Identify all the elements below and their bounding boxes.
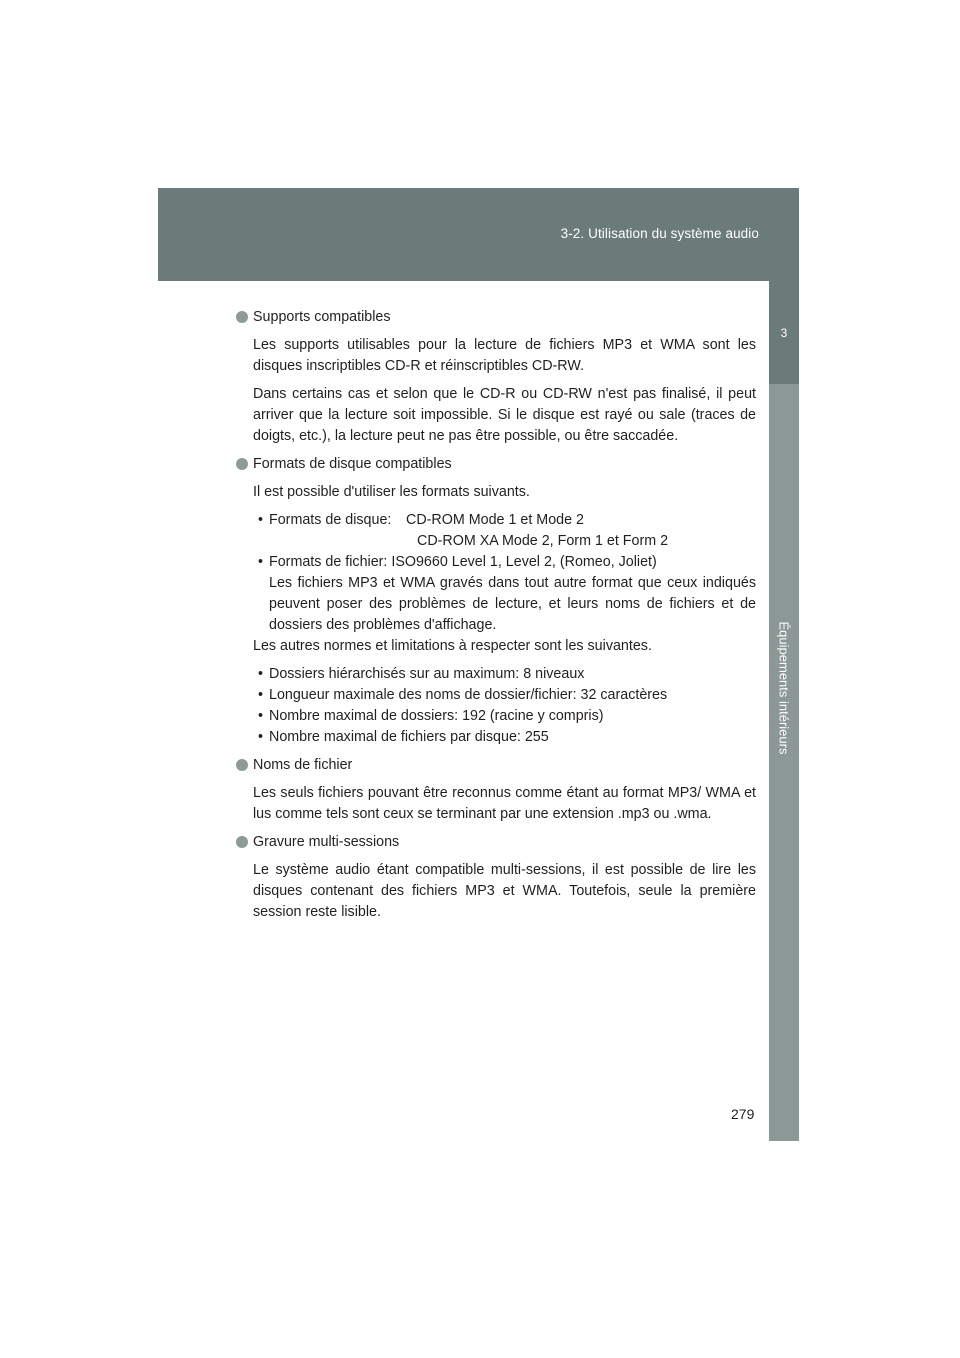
- bullet-dot-icon: [236, 836, 248, 848]
- bullet-mark: •: [258, 666, 264, 682]
- section-header-band: [158, 188, 799, 281]
- list-item: • Nombre maximal de dossiers: 192 (racine y compris): [253, 706, 756, 727]
- heading-multisession: Gravure multi-sessions: [236, 832, 756, 853]
- page-content: [236, 307, 756, 923]
- paragraph: Il est possible d'utiliser les formats suivants.: [253, 484, 530, 500]
- file-formats-line: Formats de fichier: ISO9660 Level 1, Level 2, (Romeo, Joliet): [269, 554, 657, 570]
- bullet-mark: •: [258, 708, 264, 724]
- heading-file-names: Noms de fichier: [236, 755, 756, 776]
- section-title: 3-2. Utilisation du système audio: [560, 226, 759, 241]
- bullet-dot-icon: [236, 759, 248, 771]
- list-item-continuation: [253, 531, 756, 552]
- paragraph: Les supports utilisables pour la lecture de fichiers MP3 et WMA sont les disques inscriptibles CD-R et réinscriptibles CD-RW.: [253, 337, 756, 374]
- paragraph: Les seuls fichiers pouvant être reconnus comme étant au format MP3/ WMA et lus comme tels sont ceux se terminant par une extension .mp3 ou .wma.: [253, 785, 756, 822]
- bullet-mark: •: [258, 687, 264, 703]
- bullet-mark: •: [258, 554, 264, 570]
- list-item: • Nombre maximal de fichiers par disque: 255: [253, 727, 756, 748]
- paragraph: Les autres normes et limitations à respecter sont les suivantes.: [253, 638, 652, 654]
- disk-formats-value: CD-ROM XA Mode 2, Form 1 et Form 2: [417, 533, 669, 549]
- list-item-disk-formats: [253, 510, 756, 531]
- bullet-mark: •: [258, 512, 264, 528]
- list-item-file-formats: [253, 552, 756, 636]
- heading-supports: Supports compatibles: [236, 307, 756, 328]
- file-formats-note: Les fichiers MP3 et WMA gravés dans tout autre format que ceux indiqués peuvent poser des problèmes de lecture, et leurs noms de fichiers et de dossiers des problèmes d'affichage.: [269, 575, 756, 633]
- paragraph: Le système audio étant compatible multi-sessions, il est possible de lire les disques contenant des fichiers MP3 et WMA. Toutefois, seule la première session reste lisible.: [253, 862, 756, 920]
- heading-formats: Formats de disque compatibles: [236, 454, 756, 475]
- bullet-dot-icon: [236, 311, 248, 323]
- list-item: • Longueur maximale des noms de dossier/fichier: 32 caractères: [253, 685, 756, 706]
- page-number: 279: [731, 1106, 755, 1122]
- bullet-mark: •: [258, 729, 264, 745]
- bullet-dot-icon: [236, 458, 248, 470]
- chapter-label: Équipements intérieurs: [776, 621, 792, 755]
- disk-formats-value: CD-ROM Mode 1 et Mode 2: [406, 512, 584, 528]
- list-item: • Dossiers hiérarchisés sur au maximum: 8 niveaux: [253, 664, 756, 685]
- paragraph: Dans certains cas et selon que le CD-R ou CD-RW n'est pas finalisé, il peut arriver que la lecture soit impossible. Si le disque est rayé ou sale (traces de doigts, etc.), la lecture peut ne pas être possible, ou être saccadée.: [253, 386, 756, 444]
- chapter-number: 3: [769, 281, 799, 384]
- disk-formats-label: Formats de disque:: [269, 512, 392, 528]
